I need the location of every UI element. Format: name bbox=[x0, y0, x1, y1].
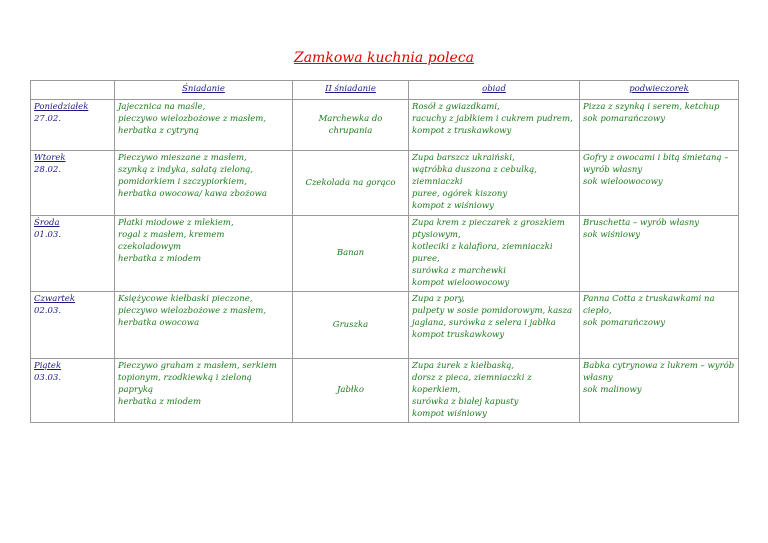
breakfast-line: topionym, rzodkiewką i zieloną bbox=[118, 373, 252, 383]
breakfast-cell bbox=[115, 216, 293, 292]
lunch-cell bbox=[409, 216, 580, 292]
lunch-line: Zupa krem z pieczarek z groszkiem bbox=[412, 218, 565, 228]
day-name: Wtorek bbox=[34, 153, 66, 163]
snack-cell bbox=[580, 216, 739, 292]
breakfast-line: pieczywo wielozbożowe z masłem, bbox=[118, 114, 267, 124]
lunch-line: jaglana, surówka z selera i jabłka bbox=[412, 318, 556, 328]
day-cell bbox=[31, 292, 115, 359]
day-date: 03.03. bbox=[34, 373, 62, 383]
breakfast-cell bbox=[115, 100, 293, 151]
breakfast-cell bbox=[115, 151, 293, 216]
lunch-line: kompot z truskawkowy bbox=[412, 126, 512, 136]
lunch-line: pulpety w sosie pomidorowym, kasza bbox=[412, 306, 573, 316]
breakfast-cell bbox=[115, 292, 293, 359]
breakfast-line: Jajecznica na maśle, bbox=[118, 102, 206, 112]
breakfast-line: Pieczywo mieszane z masłem, bbox=[118, 153, 247, 163]
lunch-line: kompot truskawkowy bbox=[412, 330, 505, 340]
breakfast-line: pomidorkiem i szczypiorkiem, bbox=[118, 177, 247, 187]
lunch-line: Zupa żurek z kiełbaską, bbox=[412, 361, 515, 371]
header-breakfast: Śniadanie bbox=[115, 81, 293, 100]
breakfast-line: Księżycowe kiełbaski pieczone, bbox=[118, 294, 253, 304]
header-second-breakfast: II śniadanie bbox=[293, 81, 409, 100]
snack-cell bbox=[580, 100, 739, 151]
day-name: Środa bbox=[34, 218, 60, 228]
snack-line: Bruschetta – wyrób własny bbox=[583, 218, 700, 228]
day-date: 28.02. bbox=[34, 165, 62, 175]
menu-table bbox=[30, 80, 739, 423]
lunch-line: Rosół z gwiazdkami, bbox=[412, 102, 500, 112]
page-title: Zamkowa kuchnia poleca bbox=[293, 50, 475, 66]
snack-cell bbox=[580, 292, 739, 359]
lunch-line: Zupa barszcz ukraiński, bbox=[412, 153, 515, 163]
lunch-cell bbox=[409, 151, 580, 216]
lunch-line: kompot wieloowocowy bbox=[412, 278, 510, 288]
second-breakfast-cell: Banan bbox=[293, 216, 409, 292]
snack-cell bbox=[580, 151, 739, 216]
day-name: Poniedziałek bbox=[34, 102, 89, 112]
second-breakfast-cell: Jabłko bbox=[293, 359, 409, 423]
lunch-cell bbox=[409, 292, 580, 359]
snack-line: Babka cytrynowa z lukrem – wyrób bbox=[583, 361, 735, 371]
second-breakfast-cell: Czekolada na gorąco bbox=[293, 151, 409, 216]
breakfast-line: pieczywo wielozbożowe z masłem, bbox=[118, 306, 267, 316]
lunch-line: ptysiowym, bbox=[412, 230, 461, 240]
day-date: 27.02. bbox=[34, 114, 62, 124]
snack-line: Gofry z owocami i bitą śmietaną – bbox=[583, 153, 729, 163]
header-corner bbox=[31, 81, 115, 100]
snack-line: wyrób własny bbox=[583, 165, 643, 175]
table-row bbox=[31, 151, 739, 216]
lunch-line: racuchy z jabłkiem i cukrem pudrem, bbox=[412, 114, 573, 124]
lunch-line: wątróbka duszona z cebulką, ziemniaczki bbox=[412, 165, 537, 187]
second-breakfast-cell: Gruszka bbox=[293, 292, 409, 359]
snack-line: sok wieloowocowy bbox=[583, 177, 663, 187]
day-name: Piątek bbox=[34, 361, 62, 371]
lunch-line: kompot z wiśniowy bbox=[412, 201, 494, 211]
table-row bbox=[31, 100, 739, 151]
snack-line: własny bbox=[583, 373, 613, 383]
lunch-cell bbox=[409, 100, 580, 151]
breakfast-line: herbatka z miodem bbox=[118, 397, 202, 407]
day-cell bbox=[31, 359, 115, 423]
header-row bbox=[31, 81, 739, 100]
day-name: Czwartek bbox=[34, 294, 75, 304]
table-row bbox=[31, 359, 739, 423]
lunch-line: dorsz z pieca, ziemniaczki z koperkiem, bbox=[412, 373, 532, 395]
lunch-line: surówka z marchewki bbox=[412, 266, 506, 276]
breakfast-line: herbatka z miodem bbox=[118, 254, 202, 264]
lunch-line: puree, ogórek kiszony bbox=[412, 189, 508, 199]
snack-line: sok wiśniowy bbox=[583, 230, 641, 240]
day-date: 01.03. bbox=[34, 230, 62, 240]
day-cell bbox=[31, 100, 115, 151]
header-lunch: obiad bbox=[409, 81, 580, 100]
day-cell bbox=[31, 216, 115, 292]
lunch-line: kompot wiśniowy bbox=[412, 409, 487, 419]
snack-line: ciepło, bbox=[583, 306, 612, 316]
lunch-line: Zupa z pory, bbox=[412, 294, 465, 304]
breakfast-line: herbatka owocowa bbox=[118, 318, 200, 328]
breakfast-line: szynką z indyka, sałatą zieloną, bbox=[118, 165, 254, 175]
table-row bbox=[31, 216, 739, 292]
lunch-line: surówka z białej kapusty bbox=[412, 397, 519, 407]
day-date: 02.03. bbox=[34, 306, 62, 316]
second-breakfast-cell: Marchewka do chrupania bbox=[293, 100, 409, 151]
lunch-line: kotleciki z kalafiora, ziemniaczki puree, bbox=[412, 242, 553, 264]
header-snack: podwieczorek bbox=[580, 81, 739, 100]
lunch-cell bbox=[409, 359, 580, 423]
snack-line: sok pomarańczowy bbox=[583, 114, 666, 124]
breakfast-line: rogal z masłem, kremem bbox=[118, 230, 225, 240]
snack-line: Panna Cotta z truskawkami na bbox=[583, 294, 715, 304]
breakfast-cell bbox=[115, 359, 293, 423]
table-row bbox=[31, 292, 739, 359]
snack-cell bbox=[580, 359, 739, 423]
breakfast-line: papryką bbox=[118, 385, 154, 395]
breakfast-line: herbatka z cytryną bbox=[118, 126, 199, 136]
snack-line: sok pomarańczowy bbox=[583, 318, 666, 328]
snack-line: Pizza z szynką i serem, ketchup bbox=[583, 102, 720, 112]
breakfast-line: czekoladowym bbox=[118, 242, 182, 252]
day-cell bbox=[31, 151, 115, 216]
breakfast-line: Płatki miodowe z mlekiem, bbox=[118, 218, 234, 228]
breakfast-line: Pieczywo graham z masłem, serkiem bbox=[118, 361, 277, 371]
breakfast-line: herbatka owocowa/ kawa zbożowa bbox=[118, 189, 267, 199]
snack-line: sok malinowy bbox=[583, 385, 642, 395]
